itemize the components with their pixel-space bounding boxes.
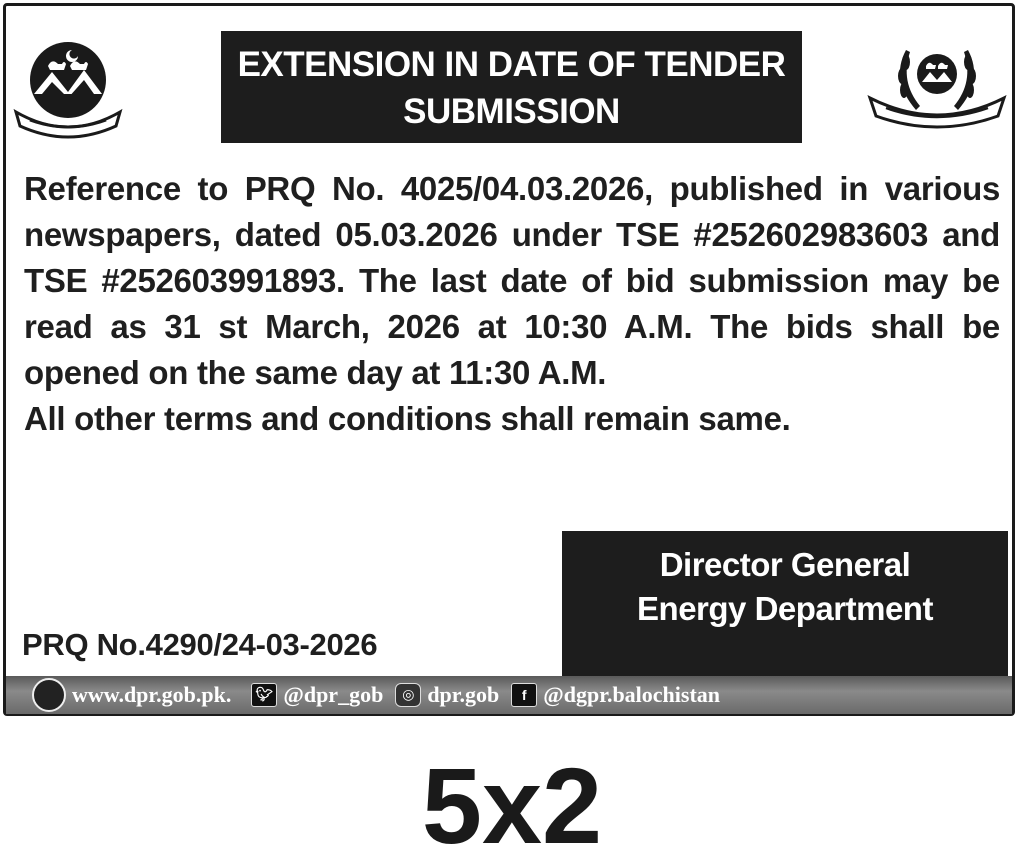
notice-title-line2: SUBMISSION: [403, 92, 620, 131]
instagram-handle: dpr.gob: [427, 682, 500, 707]
footer-website[interactable]: [6, 678, 231, 712]
footer-twitter[interactable]: [251, 682, 383, 708]
footer-instagram[interactable]: [395, 682, 499, 708]
dgpr-balochistan-emblem: [866, 36, 1008, 140]
facebook-icon: f: [511, 683, 537, 707]
website-text: www.dpr.gob.pk.: [72, 682, 232, 707]
twitter-icon: 🐦︎: [251, 683, 277, 707]
balochistan-government-emblem: [12, 36, 124, 140]
signatory-box: [562, 531, 1008, 677]
twitter-handle: @dpr_gob: [283, 682, 384, 707]
notice-body-closing: All other terms and conditions shall remain same.: [24, 400, 791, 437]
globe-icon: [32, 678, 66, 712]
footer-facebook[interactable]: [511, 682, 720, 708]
prq-number: PRQ No.4290/24-03-2026: [22, 627, 378, 662]
ad-size-label: 5x2: [421, 745, 603, 866]
notice-body: [24, 166, 1000, 442]
notice-title-line1: EXTENSION IN DATE OF TENDER: [237, 45, 786, 84]
footer-contact-bar: [6, 676, 1012, 714]
signatory-title: Director General: [659, 546, 911, 583]
signatory-department: Energy Department: [637, 590, 933, 627]
notice-body-paragraph: Reference to PRQ No. 4025/04.03.2026, published in various newspapers, dated 05.03.2026 under TSE #252602983603 and TSE #252603991893. The last date of bid submission may be read as 31 st March, 2026 at 10:30 A.M. The bids shall be opened on the same day at 11:30 A.M.: [24, 170, 1000, 391]
facebook-handle: @dgpr.balochistan: [543, 682, 721, 707]
notice-title-banner: [221, 31, 802, 143]
instagram-icon: ◎: [395, 683, 421, 707]
